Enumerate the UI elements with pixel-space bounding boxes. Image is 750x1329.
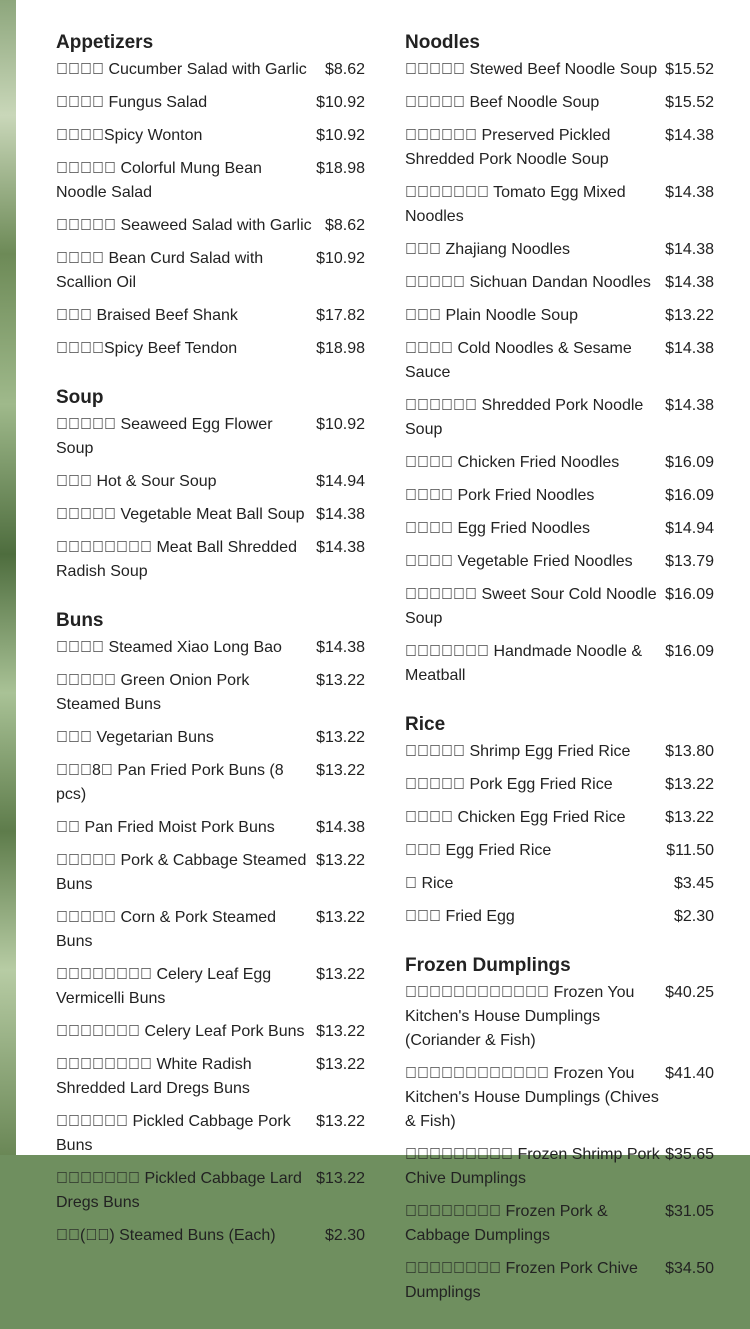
section-title: Rice xyxy=(405,714,446,735)
menu-item-name:     Vegetarian Buns xyxy=(56,729,214,746)
menu-item[interactable] xyxy=(405,484,714,517)
menu-item-price: $34.50 xyxy=(665,1260,714,1277)
menu-item[interactable] xyxy=(56,91,365,124)
menu-item-name:       Pork & Cabbage Steamed Buns xyxy=(56,852,307,893)
menu-item[interactable] xyxy=(405,981,714,1062)
section-title: Noodles xyxy=(405,32,480,53)
menu-item[interactable] xyxy=(405,640,714,697)
menu-item[interactable] xyxy=(56,536,365,593)
menu-item-price: $18.98 xyxy=(316,340,365,357)
menu-card xyxy=(16,0,750,1301)
menu-item-name:       Vegetable Meat Ball Soup xyxy=(56,506,305,523)
menu-item-name:       Corn & Pork Steamed Buns xyxy=(56,909,277,950)
menu-section-soup xyxy=(56,385,365,593)
menu-item-price: $2.30 xyxy=(324,1227,365,1244)
menu-item-price: $13.22 xyxy=(316,762,365,779)
section-title: Soup xyxy=(56,387,104,408)
menu-item-price: $13.22 xyxy=(316,1170,365,1187)
menu-section-noodles xyxy=(405,30,714,697)
menu-item-price: $14.38 xyxy=(665,241,714,258)
menu-item-name:     Spicy Wonton xyxy=(56,127,203,144)
menu-item-price: $2.30 xyxy=(673,908,714,925)
menu-item-price: $14.38 xyxy=(665,184,714,201)
menu-item-price: $35.65 xyxy=(665,1146,714,1163)
menu-item[interactable] xyxy=(56,1224,365,1257)
menu-item-price: $15.52 xyxy=(665,61,714,78)
menu-item[interactable] xyxy=(56,247,365,304)
menu-item-price: $3.45 xyxy=(673,875,714,892)
menu-item-price: $13.22 xyxy=(316,1113,365,1130)
menu-item-name:         Pickled Cabbage Lard Dregs Buns xyxy=(56,1170,302,1211)
menu-item[interactable] xyxy=(405,91,714,124)
menu-item-name:     Hot & Sour Soup xyxy=(56,473,217,490)
menu-item-price: $16.09 xyxy=(665,487,714,504)
menu-item-name:              Frozen You Kitchen's House Dumplings (Coriander & Fish) xyxy=(405,984,635,1049)
menu-item[interactable] xyxy=(56,413,365,470)
menu-item-name:          Frozen Pork & Cabbage Dumplings xyxy=(405,1203,608,1244)
menu-item-price: $13.80 xyxy=(665,743,714,760)
menu-item-name:           Frozen Shrimp Pork Chive Dumplings xyxy=(405,1146,660,1187)
menu-item[interactable] xyxy=(56,124,365,157)
menu-item-price: $10.92 xyxy=(316,416,365,433)
menu-item[interactable] xyxy=(56,726,365,759)
menu-item-name:     Egg Fried Rice xyxy=(405,842,552,859)
menu-item-price: $17.82 xyxy=(316,307,365,324)
menu-item-name:          Frozen Pork Chive Dumplings xyxy=(405,1260,638,1301)
menu-item-price: $10.92 xyxy=(316,250,365,267)
menu-item[interactable] xyxy=(405,1143,714,1200)
menu-item-name:          Celery Leaf Egg Vermicelli Buns xyxy=(56,966,272,1007)
menu-item[interactable] xyxy=(56,1110,365,1167)
menu-item-name:       Seaweed Egg Flower Soup xyxy=(56,416,273,457)
menu-item-name:      Chicken Fried Noodles xyxy=(405,454,620,471)
menu-item[interactable] xyxy=(56,849,365,906)
menu-item[interactable] xyxy=(405,304,714,337)
menu-item-name:      Vegetable Fried Noodles xyxy=(405,553,633,570)
menu-section-buns xyxy=(56,608,365,1257)
menu-item[interactable] xyxy=(405,905,714,938)
menu-item[interactable] xyxy=(405,271,714,304)
menu-item-price: $40.25 xyxy=(665,984,714,1001)
menu-item[interactable] xyxy=(405,740,714,773)
menu-item-price: $13.79 xyxy=(665,553,714,570)
menu-item[interactable] xyxy=(405,181,714,238)
menu-item-name:      Cucumber Salad with Garlic xyxy=(56,61,307,78)
menu-item[interactable] xyxy=(405,1062,714,1143)
menu-item-name:          White Radish Shredded Lard Dregs Buns xyxy=(56,1056,252,1097)
menu-item-name:         Celery Leaf Pork Buns xyxy=(56,1023,305,1040)
menu-item[interactable] xyxy=(56,636,365,669)
menu-item-price: $16.09 xyxy=(665,454,714,471)
menu-item-price: $31.05 xyxy=(665,1203,714,1220)
menu-item-price: $11.50 xyxy=(666,842,714,859)
menu-section-frozen-dumplings xyxy=(405,953,714,1314)
menu-item-name:     Plain Noodle Soup xyxy=(405,307,578,324)
menu-item-name:        Sweet Sour Cold Noodle Soup xyxy=(405,586,657,627)
menu-item-price: $13.22 xyxy=(316,909,365,926)
menu-item[interactable] xyxy=(405,238,714,271)
menu-item-price: $15.52 xyxy=(665,94,714,111)
menu-item-name:       Sichuan Dandan Noodles xyxy=(405,274,651,291)
menu-item[interactable] xyxy=(56,304,365,337)
menu-item[interactable] xyxy=(56,214,365,247)
menu-item-name:          Meat Ball Shredded Radish Soup xyxy=(56,539,297,580)
menu-item-name:     Spicy Beef Tendon xyxy=(56,340,238,357)
menu-item[interactable] xyxy=(56,1053,365,1110)
menu-item[interactable] xyxy=(405,872,714,905)
menu-item-name:     Fried Egg xyxy=(405,908,515,925)
menu-item-name:      Steamed Xiao Long Bao xyxy=(56,639,282,656)
menu-item-price: $14.94 xyxy=(316,473,365,490)
menu-item-price: $18.98 xyxy=(316,160,365,177)
menu-item-price: $10.92 xyxy=(316,94,365,111)
menu-item-price: $14.38 xyxy=(665,127,714,144)
menu-item[interactable] xyxy=(405,58,714,91)
menu-item-name:         Tomato Egg Mixed Noodles xyxy=(405,184,626,225)
menu-item-price: $13.22 xyxy=(316,966,365,983)
menu-item-price: $13.22 xyxy=(316,1023,365,1040)
menu-item-price: $41.40 xyxy=(665,1065,714,1082)
menu-item[interactable] xyxy=(56,157,365,214)
menu-item-price: $13.22 xyxy=(665,776,714,793)
menu-item-price: $14.38 xyxy=(316,639,365,656)
menu-item-price: $10.92 xyxy=(316,127,365,144)
menu-item-price: $14.38 xyxy=(665,397,714,414)
menu-column-left xyxy=(56,30,365,1272)
menu-item-name:       Colorful Mung Bean Noodle Salad xyxy=(56,160,262,201)
menu-item[interactable] xyxy=(405,1200,714,1257)
menu-item-name:     Braised Beef Shank xyxy=(56,307,238,324)
menu-item-name:   (  ) Steamed Buns (Each) xyxy=(56,1227,276,1244)
background-photo xyxy=(0,0,16,1155)
menu-item[interactable] xyxy=(56,1020,365,1053)
menu-item-price: $14.38 xyxy=(316,539,365,556)
menu-item-name:       Pork Egg Fried Rice xyxy=(405,776,613,793)
menu-item[interactable] xyxy=(56,58,365,91)
menu-item-price: $14.38 xyxy=(665,274,714,291)
section-title: Buns xyxy=(56,610,104,631)
menu-item[interactable] xyxy=(405,517,714,550)
menu-item-name:         Handmade Noodle & Meatball xyxy=(405,643,642,684)
menu-item-price: $14.38 xyxy=(316,506,365,523)
menu-item-name:      Chicken Egg Fried Rice xyxy=(405,809,626,826)
menu-item-name:       Beef Noodle Soup xyxy=(405,94,600,111)
menu-item[interactable] xyxy=(405,124,714,181)
menu-item-name:   Rice xyxy=(405,875,454,892)
menu-item-price: $16.09 xyxy=(665,643,714,660)
menu-item-name:      Pork Fried Noodles xyxy=(405,487,595,504)
menu-item-name:              Frozen You Kitchen's House Dumplings (Chives & Fish) xyxy=(405,1065,659,1130)
menu-item[interactable] xyxy=(56,906,365,963)
menu-item[interactable] xyxy=(405,451,714,484)
menu-item[interactable] xyxy=(56,503,365,536)
menu-item-name:       Seaweed Salad with Garlic xyxy=(56,217,312,234)
section-title: Appetizers xyxy=(56,32,154,53)
menu-item-name:       Shrimp Egg Fried Rice xyxy=(405,743,631,760)
menu-item-name:      Egg Fried Noodles xyxy=(405,520,590,537)
menu-item[interactable] xyxy=(56,759,365,816)
menu-item[interactable] xyxy=(405,550,714,583)
menu-item[interactable] xyxy=(56,337,365,370)
menu-item[interactable] xyxy=(405,394,714,451)
menu-item[interactable] xyxy=(56,470,365,503)
menu-item-name:     Zhajiang Noodles xyxy=(405,241,570,258)
menu-item-name:    8  Pan Fried Pork Buns (8 pcs) xyxy=(56,762,284,803)
menu-item-price: $13.22 xyxy=(316,852,365,869)
menu-section-appetizers xyxy=(56,30,365,370)
menu-item-name:      Cold Noodles & Sesame Sauce xyxy=(405,340,632,381)
menu-item[interactable] xyxy=(56,963,365,1020)
menu-item-price: $14.38 xyxy=(316,819,365,836)
menu-item[interactable] xyxy=(56,669,365,726)
menu-item[interactable] xyxy=(405,583,714,640)
menu-item-name:      Bean Curd Salad with Scallion Oil xyxy=(56,250,264,291)
menu-item-price: $14.38 xyxy=(665,340,714,357)
menu-item[interactable] xyxy=(56,1167,365,1224)
menu-item-price: $13.22 xyxy=(316,672,365,689)
menu-item-name:       Green Onion Pork Steamed Buns xyxy=(56,672,250,713)
menu-column-right xyxy=(405,30,714,1329)
menu-item[interactable] xyxy=(405,337,714,394)
menu-item[interactable] xyxy=(405,839,714,872)
menu-item[interactable] xyxy=(405,1257,714,1314)
menu-item-price: $13.22 xyxy=(665,307,714,324)
menu-item-price: $14.94 xyxy=(665,520,714,537)
menu-item[interactable] xyxy=(56,816,365,849)
menu-item-price: $13.22 xyxy=(316,729,365,746)
menu-item[interactable] xyxy=(405,773,714,806)
menu-item-name:       Stewed Beef Noodle Soup xyxy=(405,61,658,78)
menu-item[interactable] xyxy=(405,806,714,839)
menu-item-name:    Pan Fried Moist Pork Buns xyxy=(56,819,275,836)
menu-item-price: $13.22 xyxy=(316,1056,365,1073)
menu-section-rice xyxy=(405,712,714,938)
section-title: Frozen Dumplings xyxy=(405,955,571,976)
menu-item-name:        Preserved Pickled Shredded Pork Noodle Soup xyxy=(405,127,611,168)
menu-item-name:      Fungus Salad xyxy=(56,94,208,111)
menu-item-price: $16.09 xyxy=(665,586,714,603)
menu-item-name:        Pickled Cabbage Pork Buns xyxy=(56,1113,291,1154)
menu-item-price: $13.22 xyxy=(665,809,714,826)
menu-item-price: $8.62 xyxy=(324,61,365,78)
menu-item-name:        Shredded Pork Noodle Soup xyxy=(405,397,644,438)
menu-item-price: $8.62 xyxy=(324,217,365,234)
